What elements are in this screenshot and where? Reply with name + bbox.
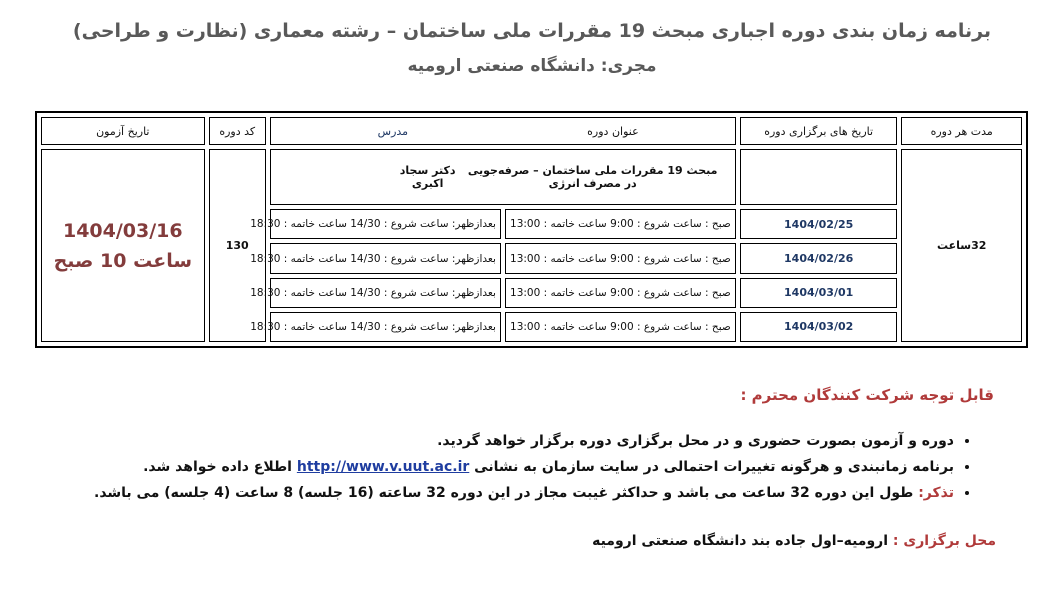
exam-cell (41, 149, 205, 342)
website-link[interactable]: http://www.v.uut.ac.ir (296, 459, 470, 475)
session-date: 1404/03/01 (740, 278, 897, 308)
document-title: برنامه زمان بندی دوره اجباری مبحث 19 مقررات ملی ساختمان – رشته معماری (نظارت و طراحی) (72, 20, 992, 42)
note-schedule-after: اطلاع داده خواهد شد. (143, 459, 292, 475)
list-item (94, 428, 954, 454)
session-morning: صبح : ساعت شروع : 9:00 ساعت خاتمه : 13:00 (505, 278, 736, 308)
course-name: مبحث 19 مقررات ملی ساختمان – صرفه‌جویی در مصرف انرژی (467, 164, 718, 191)
header-course-code: کد دوره (209, 117, 266, 145)
header-course-title: عنوان دوره (587, 124, 639, 138)
session-morning: صبح : ساعت شروع : 9:00 ساعت خاتمه : 13:00 (505, 243, 736, 273)
notes-list (94, 428, 976, 506)
exam-time: ساعت 10 صبح (53, 249, 193, 272)
header-instructor: مدرس (377, 124, 409, 138)
table-header-row (41, 117, 1022, 145)
dates-spacer-cell (740, 149, 897, 205)
instructor-name: دکتر سجاد اکبری (399, 164, 456, 191)
venue-label: محل برگزاری : (892, 533, 996, 549)
session-date: 1404/03/02 (740, 312, 897, 342)
header-duration: مدت هر دوره (901, 117, 1022, 145)
exam-date: 1404/03/16 (62, 219, 183, 242)
schedule-table (35, 111, 1028, 348)
session-afternoon: بعدازظهر: ساعت شروع : 14/30 ساعت خاتمه : 18:30 (270, 243, 501, 273)
course-info-row (41, 149, 1022, 205)
header-title-instructor (270, 117, 736, 145)
list-item (94, 454, 954, 480)
session-afternoon: بعدازظهر: ساعت شروع : 14/30 ساعت خاتمه : 18:30 (270, 312, 501, 342)
course-code-cell: 130 (209, 149, 266, 342)
session-date: 1404/02/26 (740, 243, 897, 273)
session-date: 1404/02/25 (740, 209, 897, 239)
session-morning: صبح : ساعت شروع : 9:00 ساعت خاتمه : 13:00 (505, 312, 736, 342)
note-schedule-before: برنامه زمانبندی و هرگونه تغییرات احتمالی در سایت سازمان به نشانی (474, 459, 954, 475)
note-reminder-label: تذکر: (918, 485, 954, 501)
note-in-person: دوره و آزمون بصورت حضوری و در محل برگزاری دوره برگزار خواهد گردید. (437, 433, 954, 449)
venue (592, 533, 996, 549)
notes-heading: قابل توجه شرکت کنندگان محترم : (740, 386, 994, 404)
session-morning: صبح : ساعت شروع : 9:00 ساعت خاتمه : 13:00 (505, 209, 736, 239)
header-dates: تاریخ های برگزاری دوره (740, 117, 897, 145)
session-afternoon: بعدازظهر: ساعت شروع : 14/30 ساعت خاتمه : 18:30 (270, 209, 501, 239)
header-exam-date: تاریخ آزمون (41, 117, 205, 145)
document-subtitle: مجری: دانشگاه صنعتی ارومیه (407, 56, 657, 76)
list-item (94, 480, 954, 506)
duration-cell: 32ساعت (901, 149, 1022, 342)
venue-text: ارومیه–اول جاده بند دانشگاه صنعتی ارومیه (592, 533, 889, 549)
course-title-cell (270, 149, 736, 205)
note-reminder-text: طول این دوره 32 ساعت می باشد و حداکثر غیبت مجاز در این دوره 32 ساعته (16 جلسه) 8 ساعت (4 جلسه) می باشد. (94, 485, 914, 501)
session-afternoon: بعدازظهر: ساعت شروع : 14/30 ساعت خاتمه : 18:30 (270, 278, 501, 308)
